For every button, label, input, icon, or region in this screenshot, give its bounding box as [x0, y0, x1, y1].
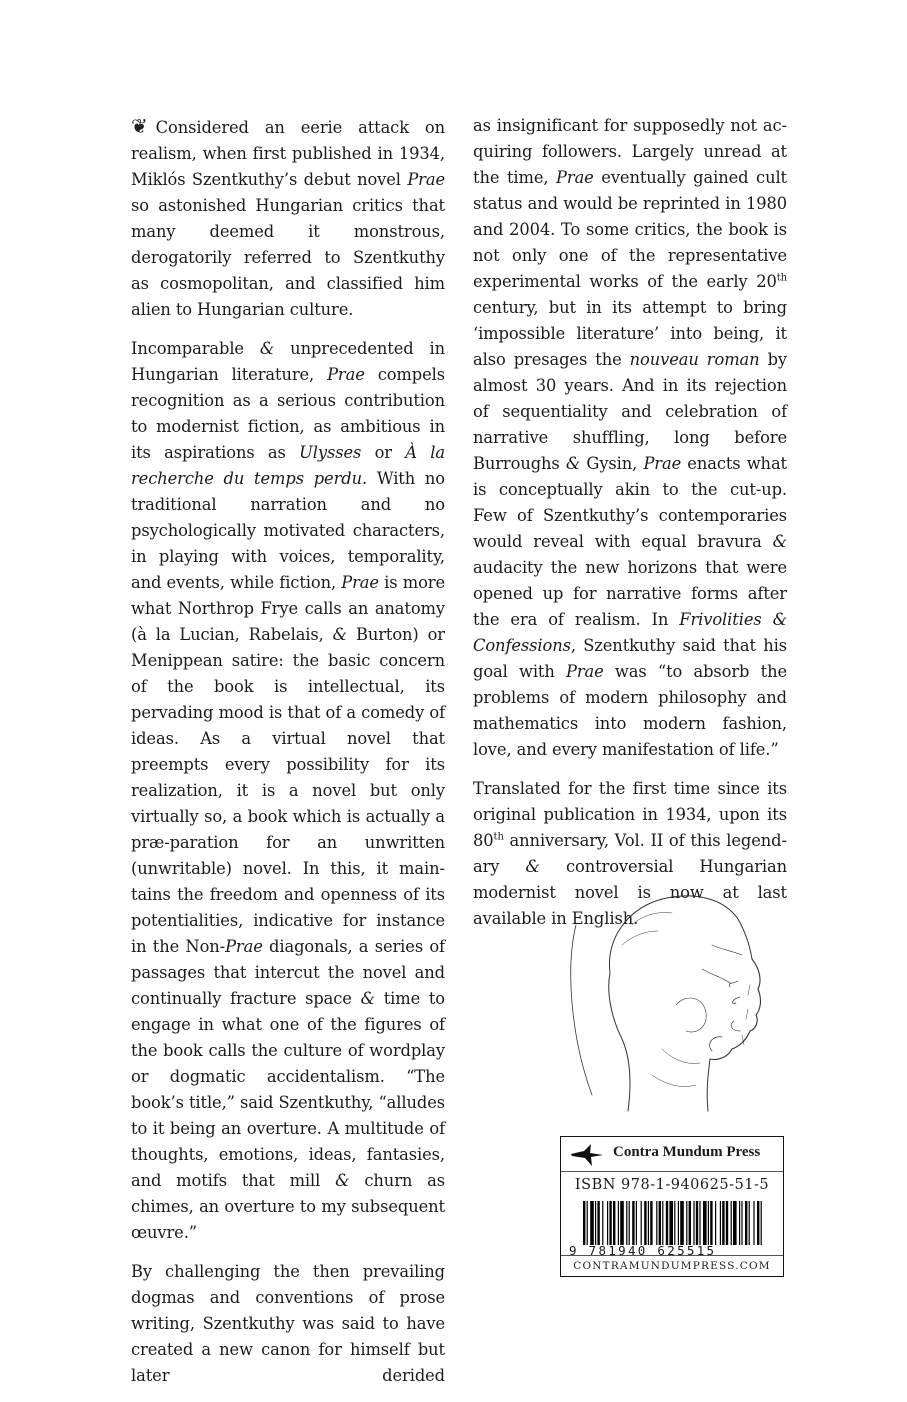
barcode-bar [659, 1201, 661, 1245]
barcode-bar [680, 1201, 684, 1245]
barcode-bar [632, 1201, 634, 1245]
barcode-bar [757, 1201, 759, 1245]
barcode-bar [595, 1201, 596, 1245]
barcode-bar [669, 1201, 673, 1245]
barcode-bar [636, 1201, 637, 1245]
barcode-bar [626, 1201, 627, 1245]
publisher-url: CONTRAMUNDUMPRESS.COM [561, 1255, 783, 1276]
barcode-bar [609, 1201, 611, 1245]
barcode-bar [583, 1201, 585, 1245]
barcode-bar [696, 1201, 698, 1245]
barcode-bar [708, 1201, 709, 1245]
publisher-row [561, 1137, 783, 1172]
barcode-bar [590, 1201, 594, 1245]
barcode-bar [686, 1201, 687, 1245]
publisher-name: Contra Mundum Press [613, 1144, 761, 1160]
barcode-bar [656, 1201, 657, 1245]
barcode-bar [613, 1201, 615, 1245]
barcode [583, 1201, 763, 1245]
barcode-bar [726, 1201, 728, 1245]
barcode-bar [650, 1201, 652, 1245]
barcode-bar [607, 1201, 608, 1245]
barcode-bar [629, 1201, 630, 1245]
barcode-bar [666, 1201, 668, 1245]
barcode-bar [703, 1201, 707, 1245]
barcode-bar [693, 1201, 694, 1245]
barcode-bar [644, 1201, 646, 1245]
right-column [473, 113, 787, 945]
barcode-bar [741, 1201, 742, 1245]
barcode-bar [753, 1201, 754, 1245]
barcode-bar [641, 1201, 642, 1245]
barcode-bar [618, 1201, 619, 1245]
left-column [131, 113, 445, 1402]
barcode-bar [620, 1201, 624, 1245]
legacy-paragraph: as insignificant for supposedly not acquiring followers. Largely unread at the time, Prae eventually gained cult status and would be reprinted in 1980 and 2004. To some critics, the book is not only one of the representative experimental works of the early 20th century, but in its attempt to bring ‘impossible literature’ into being, it also presages the nouveau roman by almost 30 years. And in its rejection of sequentiality and celebration of narrative shuffling, long before Burroughs & Gysin, Prae enacts what is conceptually akin to the cut-up. Few of Szentkuthy’s contemporaries would reveal with equal bravura & audacity the new horizons that were opened up for narrative forms after the era of realism. In Frivolities & Confessions, Szentkuthy said that his goal with Prae was “to absorb the problems of modern philosophy and mathematics into modern fashion, love, and every manifestation of life.” [473, 116, 788, 759]
barcode-bar [749, 1201, 750, 1245]
barcode-bar [689, 1201, 691, 1245]
reception-paragraph: By challenging the then prevailing dogmas and conventions of prose writing, Szentkuthy was said to have created a new canon for himself but later derided [131, 1262, 445, 1385]
barcode-bar [699, 1201, 700, 1245]
intro-paragraph: ❦ Considered an eerie attack on realism, when first published in 1934, Miklós Szentkuthy’s debut novel Prae so astonished Hungarian critics that many deemed it monstrous, derogatorily referred to Szentkuthy as cosmopolitan, and classified him alien to Hungarian culture. [131, 114, 445, 319]
bird-logo-icon [569, 1143, 605, 1167]
isbn-number: ISBN 978-1-940625-51-5 [574, 1177, 770, 1193]
barcode-bar [720, 1201, 721, 1245]
barcode-digits: 9 781940 625515 [569, 1243, 717, 1258]
barcode-bar [587, 1201, 588, 1245]
description-paragraph: Incomparable & unprecedented in Hungarian literature, Prae compels recognition as a serious contribution to modernist fiction, as ambitious in its aspirations as Ulysses or À la recherche du temps perdu. With no traditional narration and no psychologically motivated characters, in playing with voices, temporality, and events, while fiction, Prae is more what Northrop Frye calls an anatomy (à la Lucian, Rabelais, & Burton) or Menippean satire: the basic concern of the book is intellectual, its pervading mood is that of a comedy of ideas. As a virtual novel that preempts every possibility for its realization, it is a novel but only virtually so, a book which is actually a præ-paration for an unwritten (unwritable) novel. In this, it maintains the freedom and openness of its potentialities, indicative for instance in the Non-Prae diagonals, a series of passages that intercut the novel and continually fracture space & time to engage in what one of the figures of the book calls the culture of wordplay or dogmatic accidentalism. “The book’s title,” said Szentkuthy, “alludes to it being an overture. A multitude of thoughts, emotions, ideas, fantasies, and motifs that mill & churn as chimes, an overture to my subsequent œuvre.” [131, 339, 445, 1242]
barcode-bar [674, 1201, 675, 1245]
barcode-bar [662, 1201, 663, 1245]
barcode-bar [761, 1201, 762, 1245]
barcode-bar [715, 1201, 716, 1245]
author-portrait-sketch [562, 885, 768, 1115]
barcode-bar [597, 1201, 599, 1245]
barcode-bar [678, 1201, 679, 1245]
barcode-bar [731, 1201, 732, 1245]
translation-paragraph: Translated for the first time since its original publication in 1934, upon its 80th anniversary, Vol. II of this legendary & controversial Hungarian modernist novel is now at last available in English. [473, 779, 787, 928]
fleuron-ornament: ❦ [131, 114, 148, 138]
barcode-bar [745, 1201, 747, 1245]
barcode-bar [648, 1201, 649, 1245]
barcode-bar [602, 1201, 603, 1245]
barcode-bar [722, 1201, 724, 1245]
barcode-bar [739, 1201, 740, 1245]
barcode-bar [733, 1201, 737, 1245]
barcode-bar [710, 1201, 712, 1245]
isbn-barcode-box [560, 1136, 784, 1277]
